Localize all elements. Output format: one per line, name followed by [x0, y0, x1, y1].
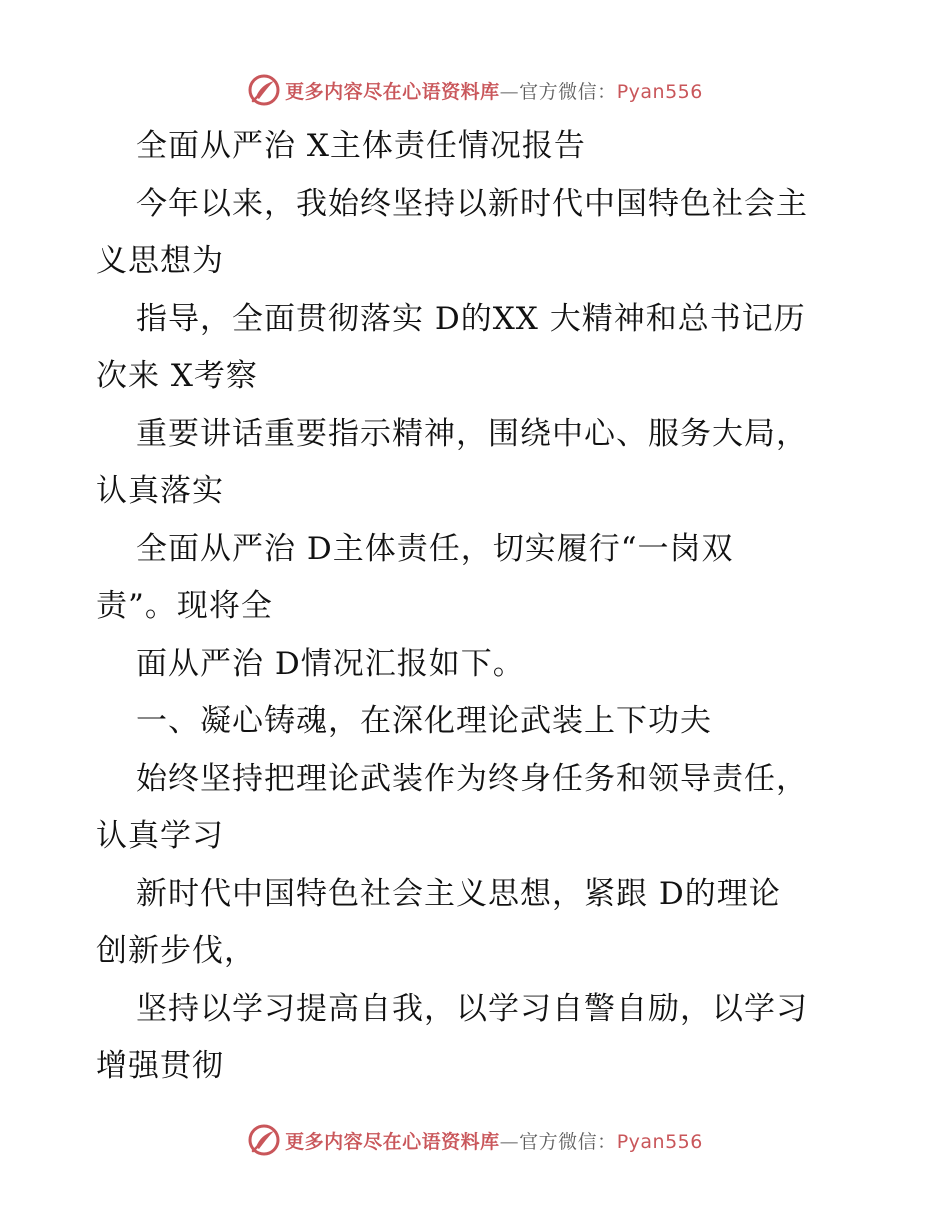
doc-line: 认真学习: [96, 818, 224, 854]
doc-line: 次来 X考察: [96, 358, 258, 394]
watermark-wechat: Pyan556: [616, 80, 703, 103]
watermark-brand: 更多内容尽在心语资料库: [285, 80, 500, 103]
doc-line: 指导，全面贯彻落实 D的XX 大精神和总书记历: [136, 300, 806, 337]
watermark-label: 官方微信：: [519, 1130, 617, 1153]
doc-line: 坚持以学习提高自我，以学习自警自励，以学习: [136, 990, 808, 1027]
doc-line: 增强贯彻: [96, 1048, 224, 1084]
watermark-dash: —: [499, 80, 520, 103]
doc-line: 全面从严治 D主体责任，切实履行“一岗双: [136, 530, 734, 567]
doc-line: 始终坚持把理论武装作为终身任务和领导责任，: [136, 760, 808, 797]
doc-line: 重要讲话重要指示精神，围绕中心、服务大局，: [136, 415, 808, 452]
watermark-brand: 更多内容尽在心语资料库: [285, 1130, 500, 1153]
brand-logo-icon: [247, 73, 281, 107]
doc-line: 创新步伐，: [96, 933, 256, 969]
document-body: [96, 118, 856, 1096]
doc-line: 面从严治 D情况汇报如下。: [136, 645, 525, 682]
doc-line-title: 全面从严治 X主体责任情况报告: [136, 128, 586, 164]
doc-line: 认真落实: [96, 473, 224, 509]
doc-line: 今年以来，我始终坚持以新时代中国特色社会主: [136, 185, 808, 222]
watermark-footer: [0, 1120, 950, 1160]
watermark-label: 官方微信：: [519, 80, 617, 103]
watermark-header: [0, 70, 950, 110]
watermark-dash: —: [499, 1130, 520, 1153]
doc-line-heading: 一、凝心铸魂，在深化理论武装上下功夫: [136, 703, 712, 739]
watermark-wechat: Pyan556: [616, 1130, 703, 1153]
doc-line: 义思想为: [96, 243, 224, 279]
doc-line: 新时代中国特色社会主义思想，紧跟 D的理论: [136, 875, 781, 912]
doc-line: 责”。现将全: [96, 588, 273, 624]
brand-logo-icon: [247, 1123, 281, 1157]
